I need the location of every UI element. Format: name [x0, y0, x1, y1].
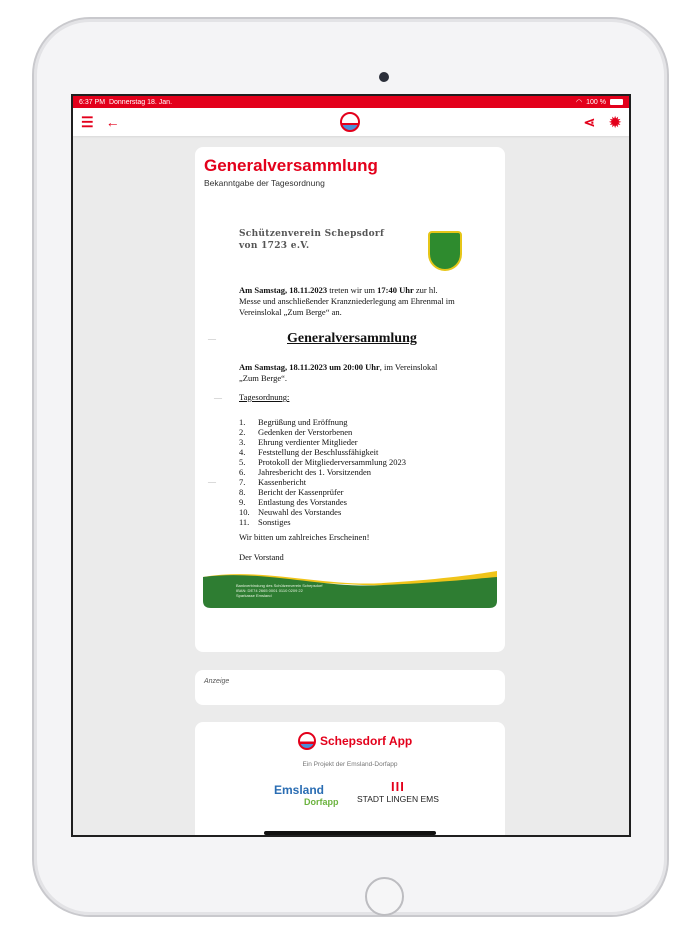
meeting-text: , im Vereinslokal [379, 362, 438, 372]
agenda-number: 1. [239, 417, 246, 427]
agenda-label: Tagesordnung: [239, 392, 290, 402]
agenda-number: 8. [239, 487, 246, 497]
agenda-text: Sonstiges [258, 517, 291, 527]
dash: — [208, 477, 216, 486]
back-arrow-icon[interactable]: ← [105, 114, 120, 130]
tagline: Ein Projekt der Emsland-Dorfapp [302, 761, 398, 768]
footer-card [195, 722, 505, 835]
agenda-number: 5. [239, 457, 246, 467]
club-founded: von 1723 e.V. [239, 241, 310, 251]
app-logo [298, 732, 316, 750]
agenda-text: Kassenbericht [258, 477, 307, 487]
dash: — [214, 393, 222, 402]
agenda-text: Protokoll der Mitgliederversammlung 2023 [258, 457, 407, 467]
agenda-number: 2. [239, 427, 246, 437]
stadt-lingen-logo[interactable] [357, 779, 439, 804]
bank-line: Bankverbindung des Schützenverein Schepsdorf [236, 583, 323, 588]
meeting-date: Am Samstag, 18.11.2023 um 20:00 Uhr [239, 362, 380, 372]
intro-text: Messe und anschließender Kranzniederlegung am Ehrenmal im [239, 296, 455, 306]
agenda-item [239, 457, 406, 467]
agenda-item [239, 477, 406, 487]
home-indicator[interactable] [264, 831, 436, 835]
partner-name: STADT LINGEN EMS [357, 794, 439, 804]
agenda-item [239, 427, 406, 437]
meeting-text: „Zum Berge“. [239, 373, 287, 383]
screen [71, 94, 631, 837]
app-header [73, 108, 629, 136]
doc-heading: Generalversammlung [287, 331, 417, 346]
intro-text: treten wir um [327, 285, 378, 295]
status-bar [73, 96, 629, 108]
battery-percent: 100 % [586, 98, 606, 106]
agenda-item [239, 417, 406, 427]
article-card [195, 147, 505, 652]
emsland-dorfapp-logo[interactable] [274, 784, 339, 808]
agenda-number: 6. [239, 467, 246, 477]
agenda-item [239, 517, 406, 527]
club-name: Schützenverein Schepsdorf [239, 229, 385, 239]
partner-name: Dorfapp [304, 797, 339, 807]
agenda-item [239, 507, 406, 517]
agenda-text: Jahresbericht des 1. Vorsitzenden [258, 467, 371, 477]
bank-line: IBAN: DE74 2665 0001 0110 0209 22 [236, 588, 303, 593]
partner-name: Emsland [274, 783, 325, 797]
bank-line: Sparkasse Emsland [236, 593, 272, 598]
agenda-text: Bericht der Kassenprüfer [258, 487, 344, 497]
app-logo[interactable] [340, 112, 360, 132]
intro-text: zur hl. [413, 285, 438, 295]
intro-time: 17:40 Uhr [377, 285, 414, 295]
agenda-number: 10. [239, 507, 250, 517]
agenda-text: Begrüßung und Eröffnung [258, 417, 348, 427]
closing-text: Wir bitten um zahlreiches Erscheinen! [239, 532, 370, 542]
status-date: Donnerstag 18. Jan. [108, 98, 173, 106]
agenda-list [239, 417, 406, 527]
share-icon[interactable]: ⋖ [583, 114, 596, 130]
agenda-text: Feststellung der Beschlussfähigkeit [258, 447, 379, 457]
home-button[interactable] [365, 877, 404, 916]
status-time: 6:37 PM [79, 98, 106, 106]
signature: Der Vorstand [239, 552, 284, 562]
lingen-crest-icon: III [391, 779, 405, 794]
page-subtitle: Bekanntgabe der Tagesordnung [204, 178, 325, 188]
bank-details [236, 583, 323, 598]
agenda-item [239, 487, 406, 497]
agenda-text: Gedenken der Verstorbenen [258, 427, 353, 437]
agenda-text: Entlastung des Vorstandes [258, 497, 347, 507]
agenda-number: 11. [239, 517, 250, 527]
page-title: Generalversammlung [204, 156, 378, 175]
gear-icon[interactable]: ✹ [609, 114, 621, 130]
dash: — [208, 334, 216, 343]
agenda-number: 9. [239, 497, 246, 507]
agenda-item [239, 447, 406, 457]
agenda-number: 3. [239, 437, 246, 447]
camera [379, 72, 389, 82]
battery-icon [610, 99, 623, 105]
wifi-icon: ◠ [576, 99, 583, 106]
ad-card[interactable] [195, 670, 505, 705]
intro-date: Am Samstag, 18.11.2023 [239, 285, 328, 295]
agenda-text: Neuwahl des Vorstandes [258, 507, 342, 517]
agenda-item [239, 437, 406, 447]
agenda-item [239, 497, 406, 507]
menu-icon[interactable]: ☰ [81, 114, 94, 130]
agenda-number: 7. [239, 477, 246, 487]
app-name: Schepsdorf App [320, 734, 413, 748]
club-crest [428, 231, 462, 271]
intro-text: Vereinslokal „Zum Berge“ an. [239, 307, 342, 317]
agenda-item [239, 467, 406, 477]
ad-label: Anzeige [204, 678, 230, 685]
agenda-text: Ehrung verdienter Mitglieder [258, 437, 358, 447]
agenda-number: 4. [239, 447, 246, 457]
